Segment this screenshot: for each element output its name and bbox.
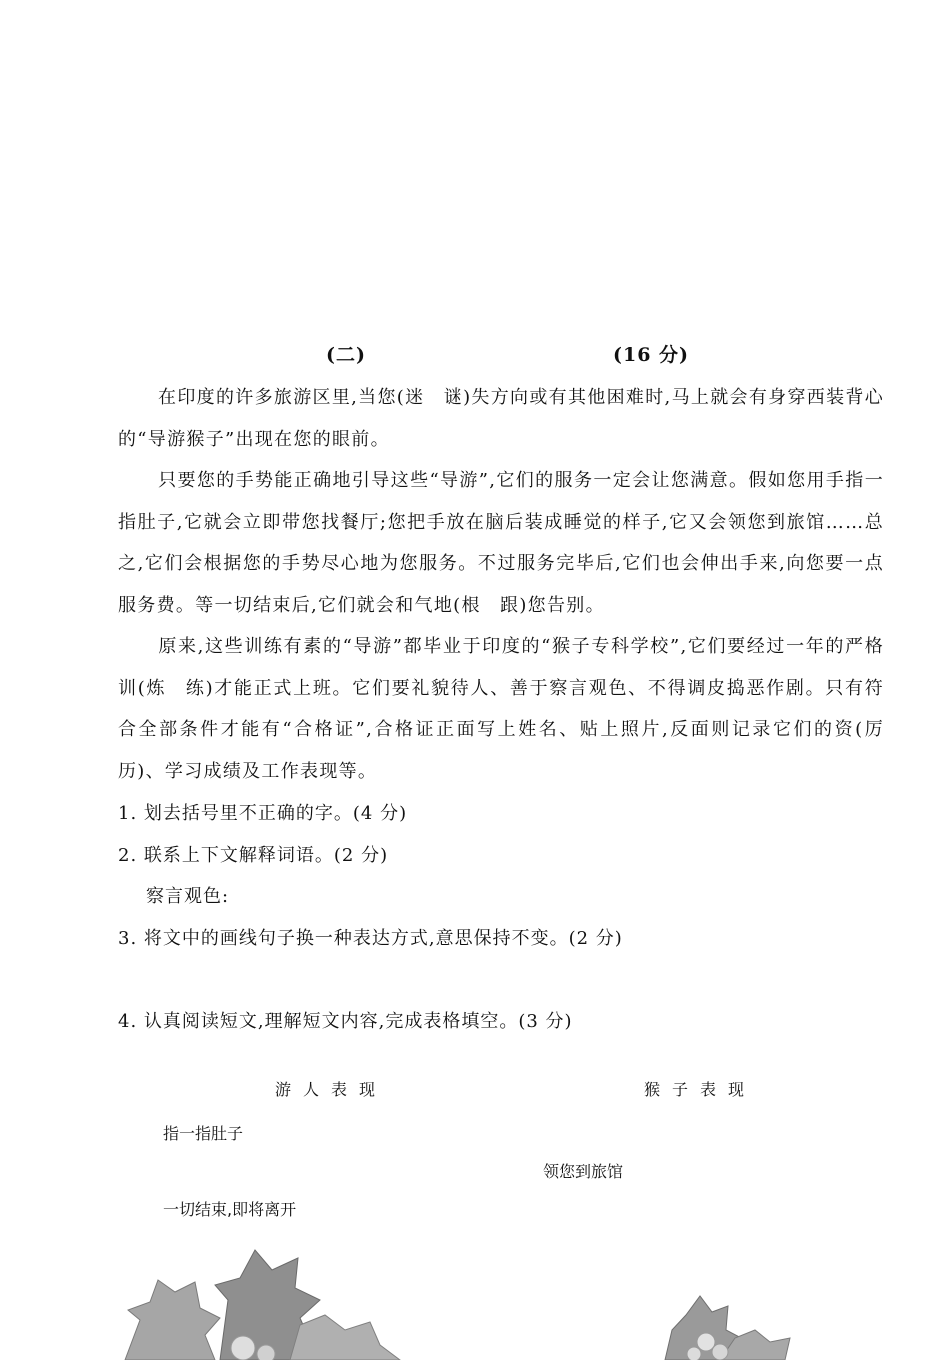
holly-berry [712,1344,728,1360]
passage-paragraph-1-text: 在印度的许多旅游区里,当您(迷 谜)失方向或有其他困难时,马上就会有身穿西装背心的“导游猴子”出现在您的眼前。 [118,387,884,450]
table-cell-row3-left: 一切结束,即将离开 [163,1200,297,1219]
holly-berry [231,1336,255,1360]
question-2-term: 察言观色: [146,886,230,907]
holly-berry [687,1347,701,1360]
passage-paragraph-2 [118,460,884,626]
question-3: 3. 将文中的画线句子换一种表达方式,意思保持不变。(2 分) [118,928,623,949]
table-header-tourist: 游人表现 [275,1080,388,1099]
table-cell-row1-left: 指一指肚子 [163,1124,244,1143]
holly-berry [697,1333,715,1351]
holly-leaf-cluster-right [665,1296,790,1360]
table-header-monkey: 猴子表现 [644,1080,757,1099]
holly-leaf [290,1315,400,1360]
table-cell-row2-right: 领您到旅馆 [543,1162,624,1181]
holly-leaf-cluster-left [125,1250,400,1360]
question-4: 4. 认真阅读短文,理解短文内容,完成表格填空。(3 分) [118,1011,573,1032]
holly-decoration [0,1230,950,1360]
passage-paragraph-2-text: 只要您的手势能正确地引导这些“导游”,它们的服务一定会让您满意。假如您用手指一指肚子,它就会立即带您找餐厅;您把手放在脑后装成睡觉的样子,它又会领您到旅馆……总之,它们会根据您的手势尽心地为您服务。不过服务完毕后,它们也会伸出手来,向您要一点服务费。等一切结束后,它们就会和气地(根 跟)您告别。 [118,470,884,616]
section-score: (16 分) [613,344,690,366]
holly-berry [257,1345,275,1360]
section-label: (二) [326,344,366,366]
holly-leaf [125,1280,220,1360]
passage-paragraph-3 [118,626,904,792]
question-1: 1. 划去括号里不正确的字。(4 分) [118,803,408,824]
passage-paragraph-1 [118,377,884,460]
question-2: 2. 联系上下文解释词语。(2 分) [118,845,389,866]
passage-paragraph-3-text: 原来,这些训练有素的“导游”都毕业于印度的“猴子专科学校”,它们要经过一年的严格训(炼 练)才能正式上班。它们要礼貌待人、善于察言观色、不得调皮捣恶作剧。只有符合全部条件才能有“合格证”,合格证正面写上姓名、贴上照片,反面则记录它们的资(厉 历)、学习成绩及工作表现等。 [118,636,904,782]
